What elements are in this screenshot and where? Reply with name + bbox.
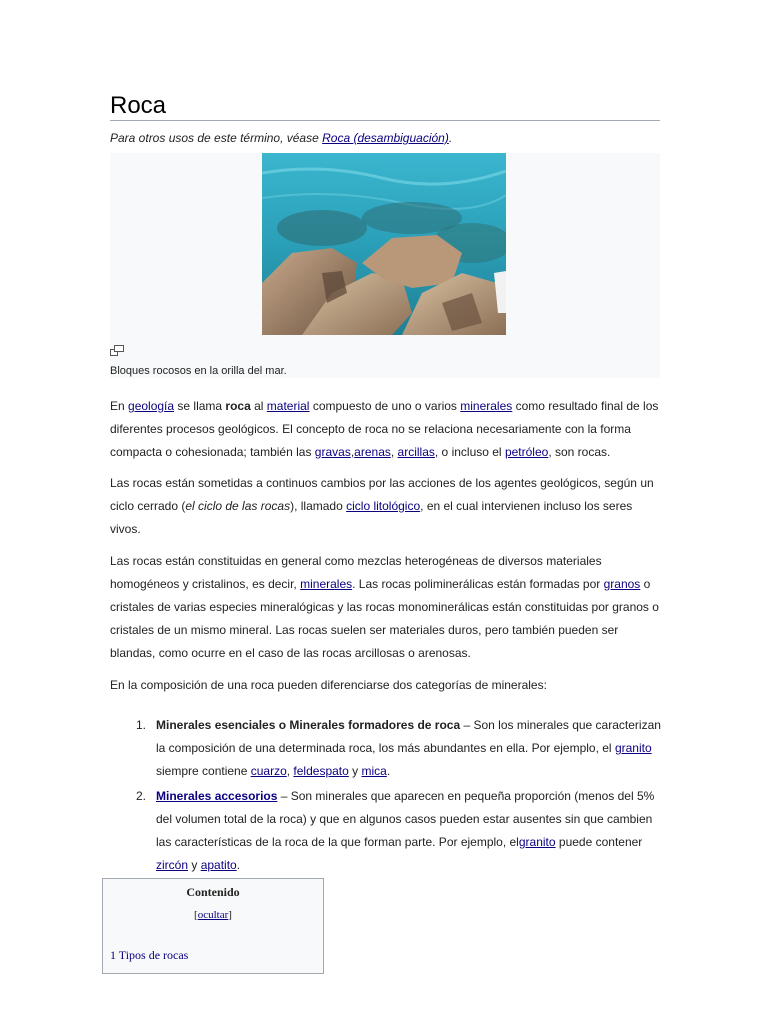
disambiguation-link[interactable]: Roca (desambiguación) [322,131,449,145]
list-item: 2. Minerales accesorios – Son minerales que aparecen en pequeña proporción (menos del 5% del volumen total de la roca) y que en algunos casos pueden estar ausentes sin que cambien las características de la roca de la que forman parte. Por ejemplo, elgranito puede contener zircón y apatito. [136,789,655,872]
link-gravas[interactable]: gravas [314,445,351,459]
link-apatito[interactable]: apatito [200,858,237,872]
toc-item-tipos-de-rocas[interactable]: 1 Tipos de rocas [110,948,189,962]
link-arenas[interactable]: arenas [354,445,391,459]
paragraph-1: En geología se llama roca al material compuesto de uno o varios minerales como resultado final de los diferentes procesos geológicos. El concepto de roca no se relaciona necesariamente con la forma compacta o cohesionada; también las gravas,arenas, arcillas, o incluso el petróleo, son rocas. [110,399,659,459]
figure-caption: Bloques rocosos en la orilla del mar. [110,365,287,377]
paragraph-4: En la composición de una roca pueden diferenciarse dos categorías de minerales: [110,678,547,692]
link-cuarzo[interactable]: cuarzo [250,764,287,778]
link-feldespato[interactable]: feldespato [293,764,349,778]
link-ciclo-litologico[interactable]: ciclo litológico [346,499,421,513]
link-minerales-accesorios[interactable]: Minerales accesorios [156,789,278,803]
paragraph-3: Las rocas están constituidas en general como mezclas heterogéneas de diversos materiales homogéneos y cristalinos, es decir, minerales. Las rocas poliminerálicas están formadas por granos o cristales de varias especies mineralógicas y las rocas monominerálicas están constituidas por granos o cristales de un mismo mineral. Las rocas suelen ser materiales duros, pero también pueden ser blandas, como ocurre en el caso de las rocas arcillosas o arenosas. [110,554,659,660]
link-mica[interactable]: mica [361,764,387,778]
toc-hide-link[interactable]: ocultar [197,909,229,921]
paragraph-2: Las rocas están sometidas a continuos cambios por las acciones de los agentes geológicos, según un ciclo cerrado (el ciclo de las rocas), llamado ciclo litológico, en el cual intervienen incluso los seres vivos. [110,476,654,536]
table-of-contents [102,878,324,974]
link-minerales[interactable]: minerales [460,399,513,413]
link-zircon[interactable]: zircón [156,858,189,872]
link-petroleo[interactable]: petróleo [504,445,549,459]
figure [110,153,660,378]
rocks-photo[interactable] [262,153,506,335]
link-minerales-2[interactable]: minerales [300,577,353,591]
link-material[interactable]: material [266,399,310,413]
toc-toggle: [ocultar] [194,909,232,921]
page-title: Roca [110,91,660,121]
list-item: 1. Minerales esenciales o Minerales formadores de roca – Son los minerales que caracterizan la composición de una determinada roca, los más abundantes en ella. Por ejemplo, el granito siempre contiene cuarzo, feldespato y mica. [136,718,661,778]
link-granos[interactable]: granos [603,577,641,591]
link-granito-2[interactable]: granito [518,835,556,849]
link-granito[interactable]: granito [614,741,652,755]
magnify-clip-icon[interactable] [110,343,124,354]
link-geologia[interactable]: geología [128,399,175,413]
mineral-categories-list [110,714,662,879]
hatnote: Para otros usos de este término, véase Roca (desambiguación). [110,131,453,145]
toc-title: Contenido [186,885,240,899]
link-arcillas[interactable]: arcillas [397,445,435,459]
